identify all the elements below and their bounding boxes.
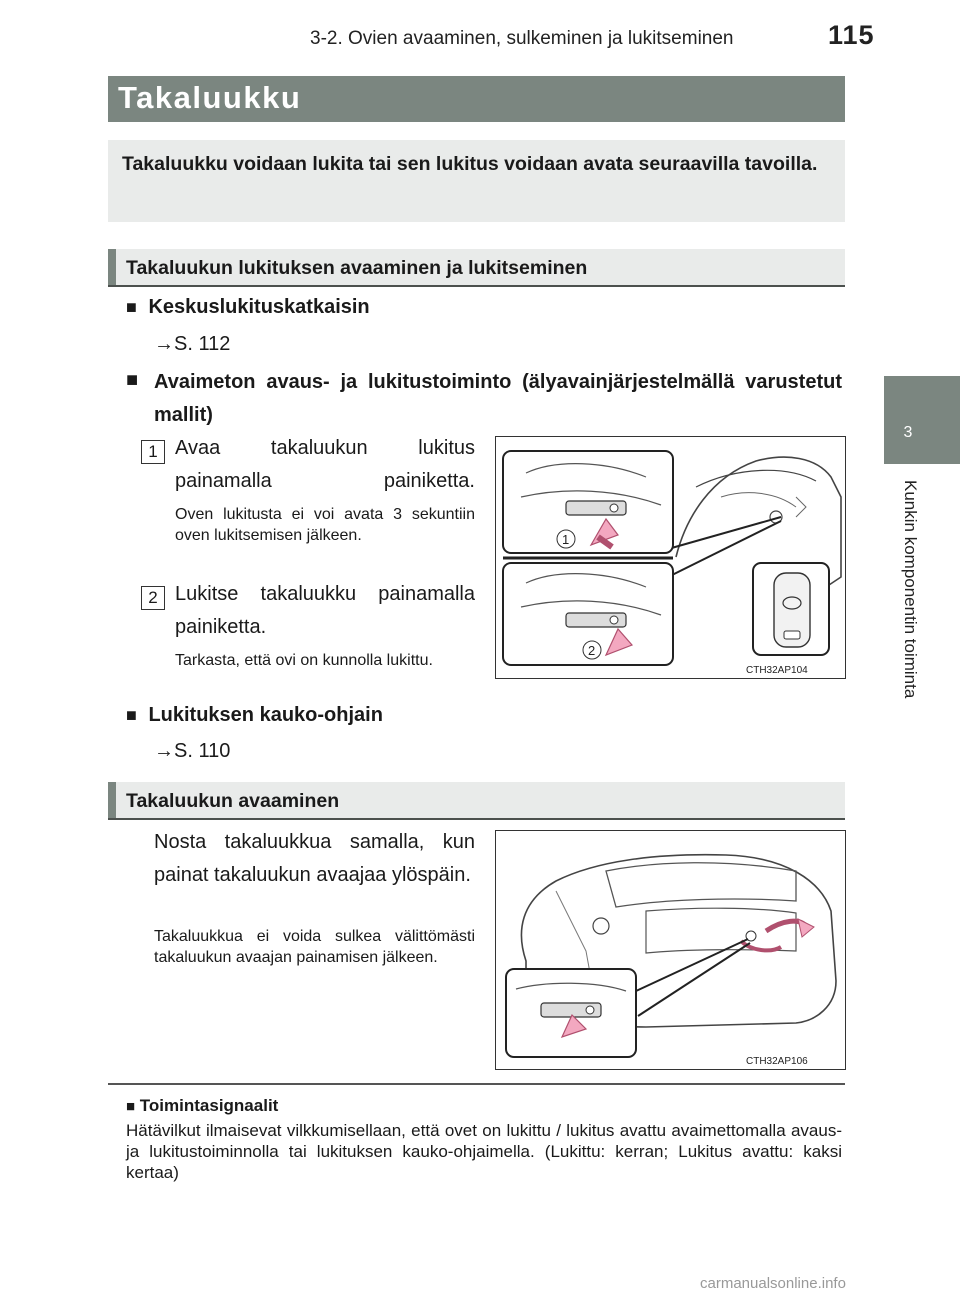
bullet-square: ■	[126, 369, 139, 391]
callout-2: 2	[588, 643, 596, 658]
signals-text: Hätävilkut ilmaisevat vilkkumisellaan, että ovet on lukittu / lukitus avattu avaimettomalla avaus- ja lukitustoiminnolla tai lukituksen kauko-ohjaimella. (Lukittu: kerran; Lukitus avattu: kaksi kertaa)	[126, 1121, 842, 1182]
section-header-accent	[108, 249, 116, 285]
bullet-square: ■	[126, 297, 137, 317]
page-number: 115	[828, 20, 875, 50]
header-section-title: 3-2. Ovien avaaminen, sulkeminen ja lukitseminen	[310, 28, 734, 49]
section-header-accent	[108, 782, 116, 818]
footer-divider	[108, 1083, 845, 1085]
signals-title: Toimintasignaalit	[139, 1096, 279, 1115]
callout-1: 1	[562, 532, 570, 547]
subheading-text: Keskuslukituskatkaisin	[148, 296, 370, 318]
step-2-text: Lukitse takaluukku painamalla painiketta.	[175, 583, 475, 638]
step-number-1: 1	[141, 440, 165, 464]
opening-note: Takaluukkua ei voida sulkea välittömästi takaluukun avaajan painamisen jälkeen.	[154, 928, 475, 966]
subheading-central-lock	[126, 296, 370, 319]
figure-illustration	[496, 831, 845, 1069]
bullet-square: ■	[126, 705, 137, 725]
chapter-number: 3	[903, 424, 913, 441]
opening-text: Nosta takaluukkua samalla, kun painat takaluukun avaajaa ylöspäin.	[154, 831, 475, 886]
step-2-note: Tarkasta, että ovi on kunnolla lukittu.	[175, 652, 433, 669]
arrow-icon: →	[154, 740, 174, 762]
watermark: carmanualsonline.info	[700, 1275, 846, 1292]
chapter-tab	[884, 376, 960, 464]
chapter-title-wrap	[886, 480, 926, 750]
figure-code: CTH32AP106	[746, 1056, 808, 1067]
step-1-text: Avaa takaluukun lukitus painamalla painiketta.	[175, 437, 475, 492]
intro-text: Takaluukku voidaan lukita tai sen lukitus voidaan avata seuraavilla tavoilla.	[122, 153, 818, 175]
arrow-icon: →	[154, 333, 174, 355]
subheading-smart-key: Avaimeton avaus- ja lukitustoiminto (älyavainjärjestelmällä varustetut mallit)	[154, 371, 842, 426]
subheading-text: Lukituksen kauko-ohjain	[148, 704, 383, 726]
page-title: Takaluukku	[118, 80, 302, 115]
chapter-title: Kunkin komponentin toiminta	[901, 480, 920, 699]
figure-illustration	[496, 437, 845, 678]
page-reference	[154, 333, 230, 356]
figure-tailgate-opener	[495, 830, 846, 1070]
subheading-remote	[126, 704, 383, 727]
signals-heading	[126, 1096, 278, 1116]
page-reference-text[interactable]: S. 112	[174, 333, 231, 355]
figure-code: CTH32AP104	[746, 665, 808, 676]
bullet-square: ■	[126, 1098, 136, 1115]
section-title-locking: Takaluukun lukituksen avaaminen ja lukitseminen	[126, 257, 588, 279]
step-1-note: Oven lukitusta ei voi avata 3 sekuntiin oven lukitsemisen jälkeen.	[175, 506, 475, 544]
page-reference-text[interactable]: S. 110	[174, 740, 231, 762]
page-reference	[154, 740, 230, 763]
section-title-opening: Takaluukun avaaminen	[126, 790, 340, 812]
step-number-2: 2	[141, 586, 165, 610]
figure-smart-key-tailgate	[495, 436, 846, 679]
